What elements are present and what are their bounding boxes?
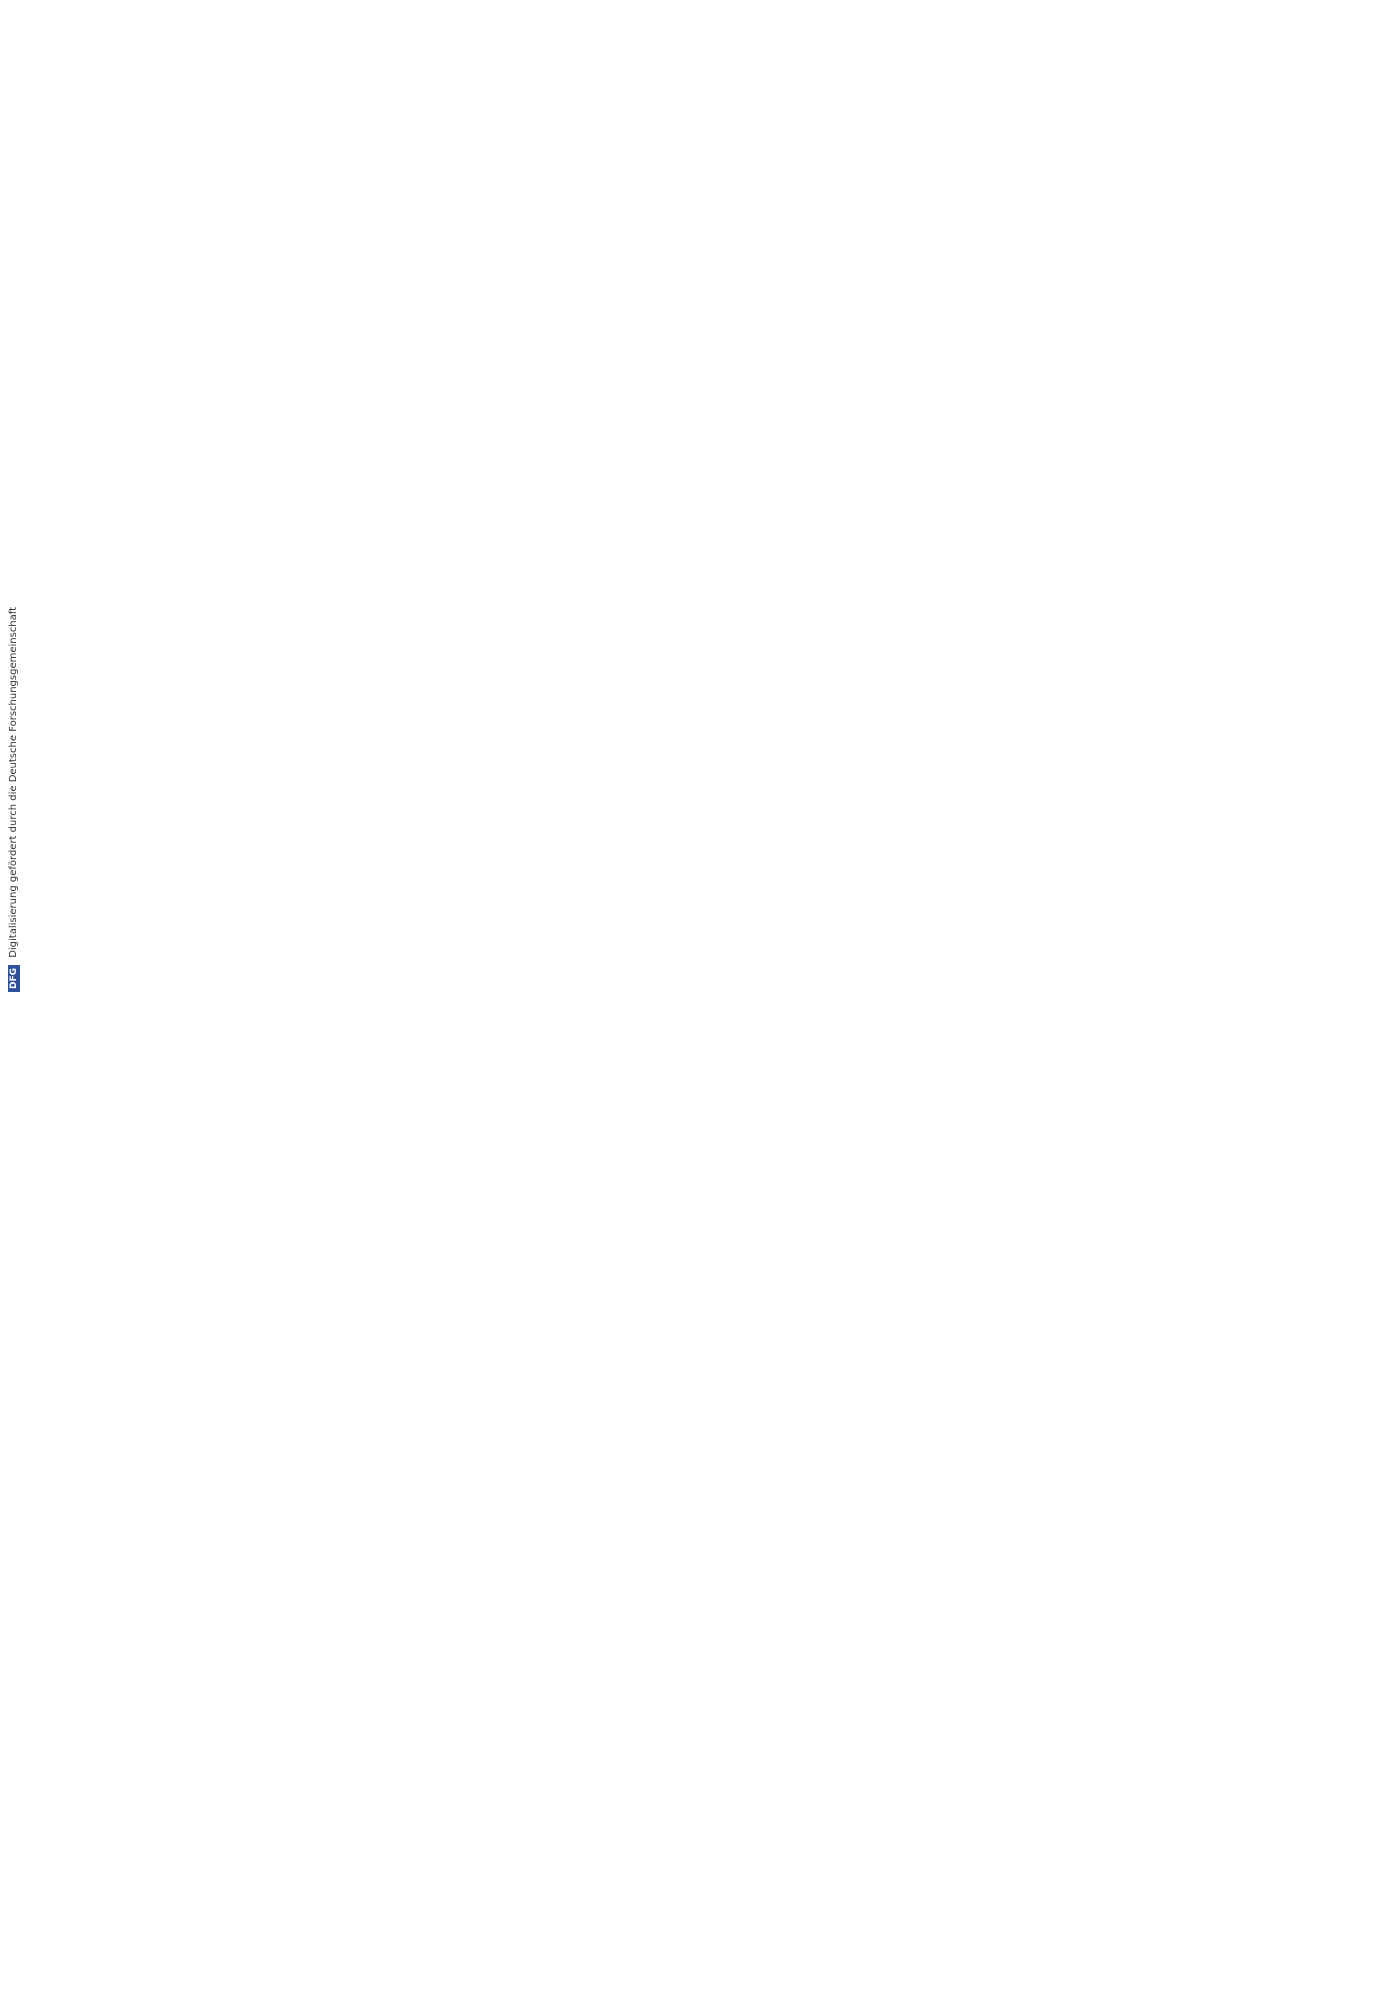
dfg-logo: DFG (8, 965, 20, 992)
footer-credit (8, 607, 20, 992)
footer-text: Digitalisierung gefördert durch die Deutsche Forschungsgemeinschaft (8, 606, 19, 958)
